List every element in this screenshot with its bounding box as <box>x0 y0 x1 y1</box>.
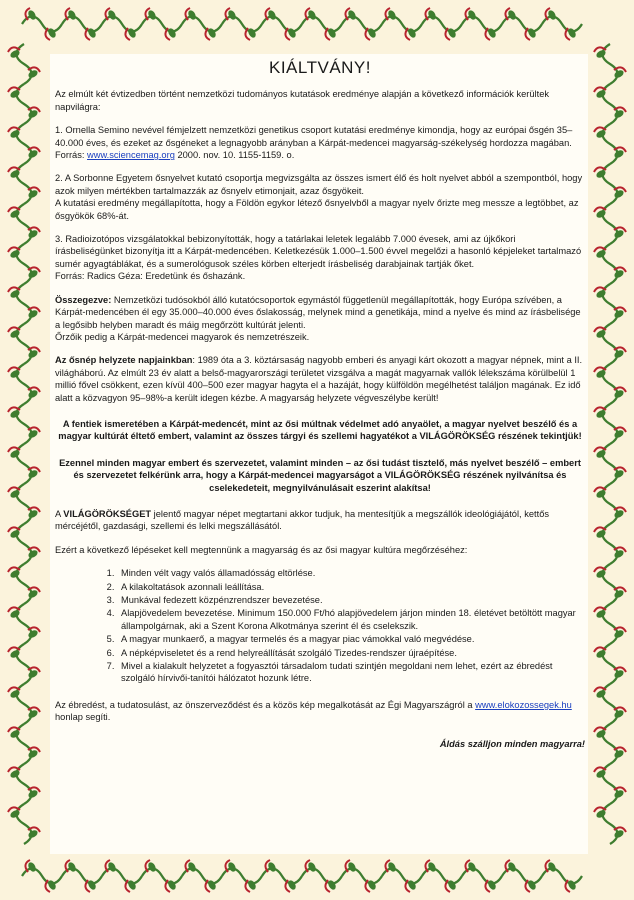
border-vine-right <box>594 44 626 84</box>
summary-tail: Őrzőik pedig a Kárpát-medencei magyarok és nemzetrészeik. <box>55 331 310 342</box>
intro-paragraph: Az elmúlt két évtizedben történt nemzetközi tudományos kutatások eredménye alapján a következő információk kerültek napvilágra: <box>55 89 550 112</box>
border-vine-top <box>142 8 182 40</box>
border-vine-bottom <box>382 860 422 892</box>
border-vine-right <box>594 604 626 644</box>
finding-language-text: 2. A Sorbonne Egyetem ősnyelvet kutató csoportja megvizsgálta az összes ismert élő és holt nyelvet abból a szempontból, hogy azok milyen mértékben tartalmazzák az ősnyelv etimonjait, azaz ősgyökeit. <box>55 173 583 196</box>
summary-label: Összegezve: <box>55 294 112 305</box>
heritage-text: jelentő magyar népet megtartani akkor tudjuk, ha mentesítjük a megszállók ideológiájától, kettős mércéjétől, gazdasági, szellemi és lelki megszállásától. <box>55 508 550 532</box>
steps-list <box>55 567 585 685</box>
border-vine-top <box>382 8 422 40</box>
closing-text: Az ébredést, a tudatosulást, az önszerveződést és a közös kép megalkotását az Égi Magyarszágról a <box>55 699 476 710</box>
border-vine-right <box>594 284 626 324</box>
border-vine-bottom <box>102 860 142 892</box>
blessing-line: Áldás szálljon minden magyarra! <box>439 738 585 749</box>
border-vine-left <box>8 724 40 764</box>
sciencemag-link[interactable]: www.sciencemag.org <box>87 150 175 161</box>
border-vine-bottom <box>502 860 542 892</box>
border-vine-right <box>594 84 626 124</box>
border-vine-bottom <box>542 860 582 892</box>
manifesto-body <box>55 58 585 761</box>
situation-text: : 1989 óta a 3. köztársaság nagyobb emberi és anyagi kárt okozott a magyar népnek, mint a II. világháború. Az elmúlt 23 év alatt a belső-magyarországi területet vizsgálva a magát magyarnak vallók lélekszáma körülbelül 1 millió fővel csökkent, ezen kívül 400–500 ezer magyar hagyta el a hazáját, hogy külföldön megélhetést találjon magának. Ez idő alatt a közvagyon 95–98%-a került idegen kézbe. A magyarság helyzete végveszélybe került! <box>55 355 583 403</box>
finding-language-result: A kutatási eredmény megállapította, hogy a Földön egykor létező ősnyelvből a magyar nyelv őrizte meg messze a legtöbbet, az ősgyökök 68%-át. <box>55 198 579 221</box>
heritage-prefix: A <box>55 508 64 519</box>
elokozossegek-link[interactable]: www.elokozossegek.hu <box>475 699 572 710</box>
border-vine-right <box>594 764 626 804</box>
border-vine-left <box>8 604 40 644</box>
list-item: 1. Minden vélt vagy valós államadósság eltörlése. <box>117 567 585 579</box>
finding-writing <box>55 233 585 283</box>
border-vine-right <box>594 124 626 164</box>
border-vine-top <box>342 8 382 40</box>
finding-language <box>55 172 585 222</box>
border-vine-left <box>8 244 40 284</box>
border-vine-bottom <box>262 860 302 892</box>
border-vine-bottom <box>22 860 62 892</box>
summary-paragraph <box>55 294 585 344</box>
border-vine-top <box>182 8 222 40</box>
border-vine-right <box>594 244 626 284</box>
border-vine-bottom <box>182 860 222 892</box>
border-vine-left <box>8 444 40 484</box>
border-vine-right <box>594 564 626 604</box>
border-vine-left <box>8 524 40 564</box>
border-vine-top <box>542 8 582 40</box>
closing-paragraph <box>55 699 585 724</box>
list-item: 6. A népképviseletet és a rend helyreállítását szolgáló Tizedes-rendszer újraépítése. <box>117 647 585 659</box>
heritage-paragraph <box>55 508 585 533</box>
list-item: 7. Mivel a kialakult helyzetet a fogyasztói társadalom tudati szintjén megoldani nem lehet, ezért az ébredést szolgáló hírvivői-tanítói hálózatot hozunk létre. <box>117 660 585 685</box>
border-vine-left <box>8 564 40 604</box>
list-item: 5. A magyar munkaerő, a magyar termelés és a magyar piac vámokkal való megvédése. <box>117 633 585 645</box>
border-vine-right <box>594 444 626 484</box>
border-vine-right <box>594 684 626 724</box>
finding-genetics <box>55 124 585 161</box>
border-vine-top <box>22 8 62 40</box>
border-vine-left <box>8 764 40 804</box>
finding-writing-text: 3. Radioizotópos vizsgálatokkal bebizonyították, hogy a tatárlakai leletek legalább 7.000 évesek, ami az újkőkori írásbeliségünket bizonyítja itt a Kárpát-medencében. Keletkezésük 1.000–1.500 évvel megelőzi a hasonló képjeleket tartalmazó sumér agyagtáblákat, és a sumerológusok széles körben elterjedt írásbeliség darabjainak tartják őket. <box>55 234 582 269</box>
border-vine-left <box>8 484 40 524</box>
border-vine-top <box>502 8 542 40</box>
list-item: 4. Alapjövedelem bevezetése. Minimum 150.000 Ft/hó alapjövedelem járjon minden 18. életévet betöltött magyar állampolgárnak, aki a Szent Korona Alkotmánya szerint él és cselekszik. <box>117 607 585 632</box>
steps-intro: Ezért a következő lépéseket kell megtennünk a magyarság és az ősi magyar kultúra megőrzéséhez: <box>55 544 468 555</box>
border-vine-top <box>102 8 142 40</box>
declaration-heritage: A fentiek ismeretében a Kárpát-medencét, mint az ősi múltnak védelmet adó anyaölet, a magyar nyelvet beszélő és a magyar kultúrát éltető embert, valamint az összes tárgyi és szellemi hagyatékot a VILÁGÖRÖKSÉG részének tekintjük! <box>58 418 582 442</box>
border-vine-bottom <box>302 860 342 892</box>
border-vine-top <box>302 8 342 40</box>
border-vine-bottom <box>342 860 382 892</box>
border-vine-right <box>594 644 626 684</box>
border-vine-right <box>594 724 626 764</box>
border-vine-right <box>594 804 626 844</box>
border-vine-top <box>262 8 302 40</box>
finding-genetics-text: 1. Ornella Semino nevével fémjelzett nemzetközi genetikus csoport kutatási eredménye kimondja, hogy az európai ősgén 35–40.000 éves, és ezeket az ősgéneket a legnagyobb arányban a Kárpát-medencei magyarság-székelység hordozza magában. Forrás: <box>55 125 573 161</box>
border-vine-left <box>8 164 40 204</box>
border-vine-bottom <box>142 860 182 892</box>
border-vine-left <box>8 404 40 444</box>
finding-writing-source: Forrás: Radics Géza: Eredetünk és őshazánk. <box>55 271 246 282</box>
list-item: 3. Munkával fedezett közpénzrendszer bevezetése. <box>117 594 585 606</box>
border-vine-bottom <box>222 860 262 892</box>
heritage-word: VILÁGÖRÖKSÉGET <box>63 508 152 519</box>
border-vine-left <box>8 804 40 844</box>
border-vine-right <box>594 404 626 444</box>
border-vine-right <box>594 364 626 404</box>
border-vine-left <box>8 324 40 364</box>
situation-label: Az ősnép helyzete napjainkban <box>55 355 193 366</box>
border-vine-left <box>8 644 40 684</box>
closing-tail: honlap segíti. <box>55 712 111 723</box>
border-vine-top <box>462 8 502 40</box>
border-vine-left <box>8 364 40 404</box>
border-vine-top <box>222 8 262 40</box>
border-vine-right <box>594 324 626 364</box>
border-vine-bottom <box>462 860 502 892</box>
summary-text: Nemzetközi tudósokból álló kutatócsoportok egymástól függetlenül megállapították, hogy Európa szívében, a Kárpát-medencében él egy 35.000–40.000 éves őslakosság, melynek mind a genetikája, mind a nyelve és mind az írásbelisége a legősibb helyben maradt és máig megőrzött kultúrát jelenti. <box>55 294 581 330</box>
border-vine-right <box>594 524 626 564</box>
finding-genetics-source: 2000. nov. 10. 1155-1159. o. <box>174 150 295 161</box>
border-vine-left <box>8 684 40 724</box>
border-vine-right <box>594 204 626 244</box>
border-vine-bottom <box>422 860 462 892</box>
border-vine-right <box>594 484 626 524</box>
border-vine-top <box>62 8 102 40</box>
list-item: 2. A kilakoltatások azonnali leállítása. <box>117 581 585 593</box>
border-vine-bottom <box>62 860 102 892</box>
border-vine-left <box>8 284 40 324</box>
declaration-call: Ezennel minden magyar embert és szervezetet, valamint minden – az ősi tudást tisztelő, más nyelvet beszélő – embert és szervezetet felkérünk arra, hogy a Kárpát-medencei magyarságot a VILÁGÖRÖKSÉG részének nyilvánítsa és cselekedeteit, megnyilvánulásait eszerint alakítsa! <box>59 457 581 493</box>
border-vine-left <box>8 124 40 164</box>
border-vine-left <box>8 84 40 124</box>
page-title: KIÁLTVÁNY! <box>269 58 371 77</box>
border-vine-left <box>8 44 40 84</box>
situation-paragraph <box>55 354 585 404</box>
border-vine-left <box>8 204 40 244</box>
border-vine-top <box>422 8 462 40</box>
border-vine-right <box>594 164 626 204</box>
